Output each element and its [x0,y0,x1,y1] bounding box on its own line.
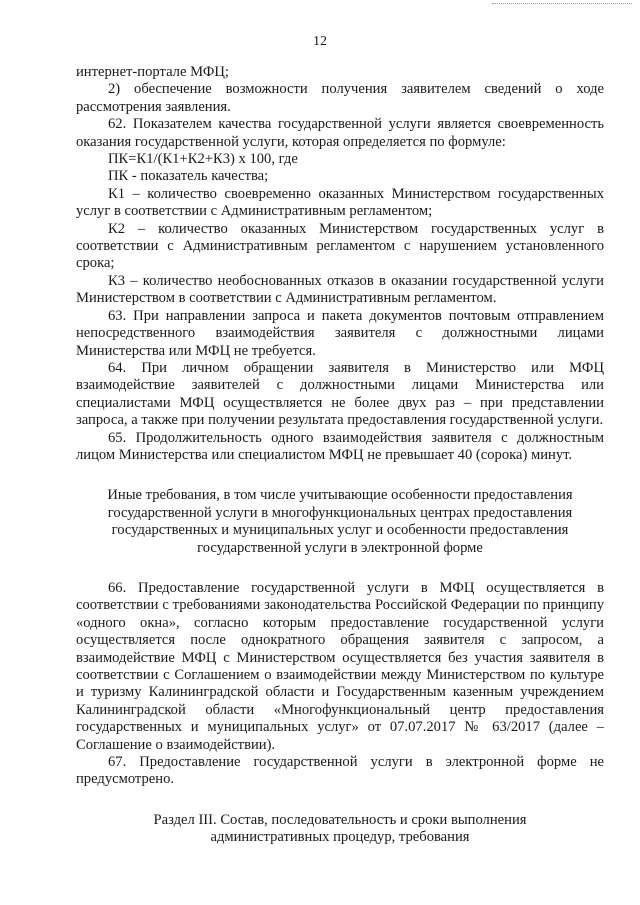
section-heading: Раздел III. Состав, последовательность и сроки выполнения административных процедур, требования [153,811,527,846]
paragraph: К3 – количество необоснованных отказов в оказании государственной услуги Министерством в соответствии с Административным регламентом. [76,272,604,307]
paragraph: 64. При личном обращении заявителя в Министерство или МФЦ взаимодействие заявителей с должностными лицами Министерства или специалистами МФЦ осуществляется не более двух раз – при представлении запроса, а также при получении результата предоставления государственной услуги. [76,359,604,429]
paragraph: 63. При направлении запроса и пакета документов почтовым отправлением непосредственного взаимодействия заявителя с должностными лицами Министерства или МФЦ не требуется. [76,307,604,359]
document-body [76,64,604,847]
paragraph: интернет-портале МФЦ; [76,64,229,80]
page-number: 12 [313,34,327,49]
paragraph: 65. Продолжительность одного взаимодействия заявителя с должностным лицом Министерства или специалистом МФЦ не превышает 40 (сорока) минут. [76,429,604,463]
spacer [76,789,604,812]
paragraph: 66. Предоставление государственной услуги в МФЦ осуществляется в соответствии с требованиями законодательства Российской Федерации по принципу «одного окна», согласно которым предоставление государственной услуги осуществляется после однократного обращения заявителя с запросом, а взаимодействие МФЦ с Министерством осуществляется без участия заявителя в соответствии с Соглашением о взаимодействии между Министерством по культуре и туризму Калининградской области и Государственным казенным учреждением Калининградской области «Многофункциональный центр предоставления государственных и муниципальных услуг» от 07.07.2017 № 63/2017 (далее – Соглашение о взаимодействии). [76,579,604,753]
paragraph: 67. Предоставление государственной услуги в электронной форме не предусмотрено. [76,754,604,788]
section-heading: Иные требования, в том числе учитывающие особенности предоставления государственной услуги в многофункциональных центрах предоставления государственных и муниципальных услуг и особенности предоставления государственной услуги в электронной форме [107,487,573,556]
paragraph: ПК - показатель качества; [108,168,269,185]
paragraph: К1 – количество своевременно оказанных Министерством государственных услуг в соответствии с Административным регламентом; [76,185,604,220]
paragraph: 62. Показателем качества государственной услуги является своевременность оказания государственной услуги, которая определяется по формуле: [76,116,604,150]
spacer [76,557,604,580]
paragraph: К2 – количество оказанных Министерством государственных услуг в соответствии с Административным регламентом с нарушением установленного срока; [76,220,604,272]
paragraph: 2) обеспечение возможности получения заявителем сведений о ходе рассмотрения заявления. [76,81,604,115]
formula-line: ПК=К1/(К1+К2+К3) х 100, где [108,151,298,168]
scan-edge-mark [492,3,632,4]
spacer [76,464,604,487]
